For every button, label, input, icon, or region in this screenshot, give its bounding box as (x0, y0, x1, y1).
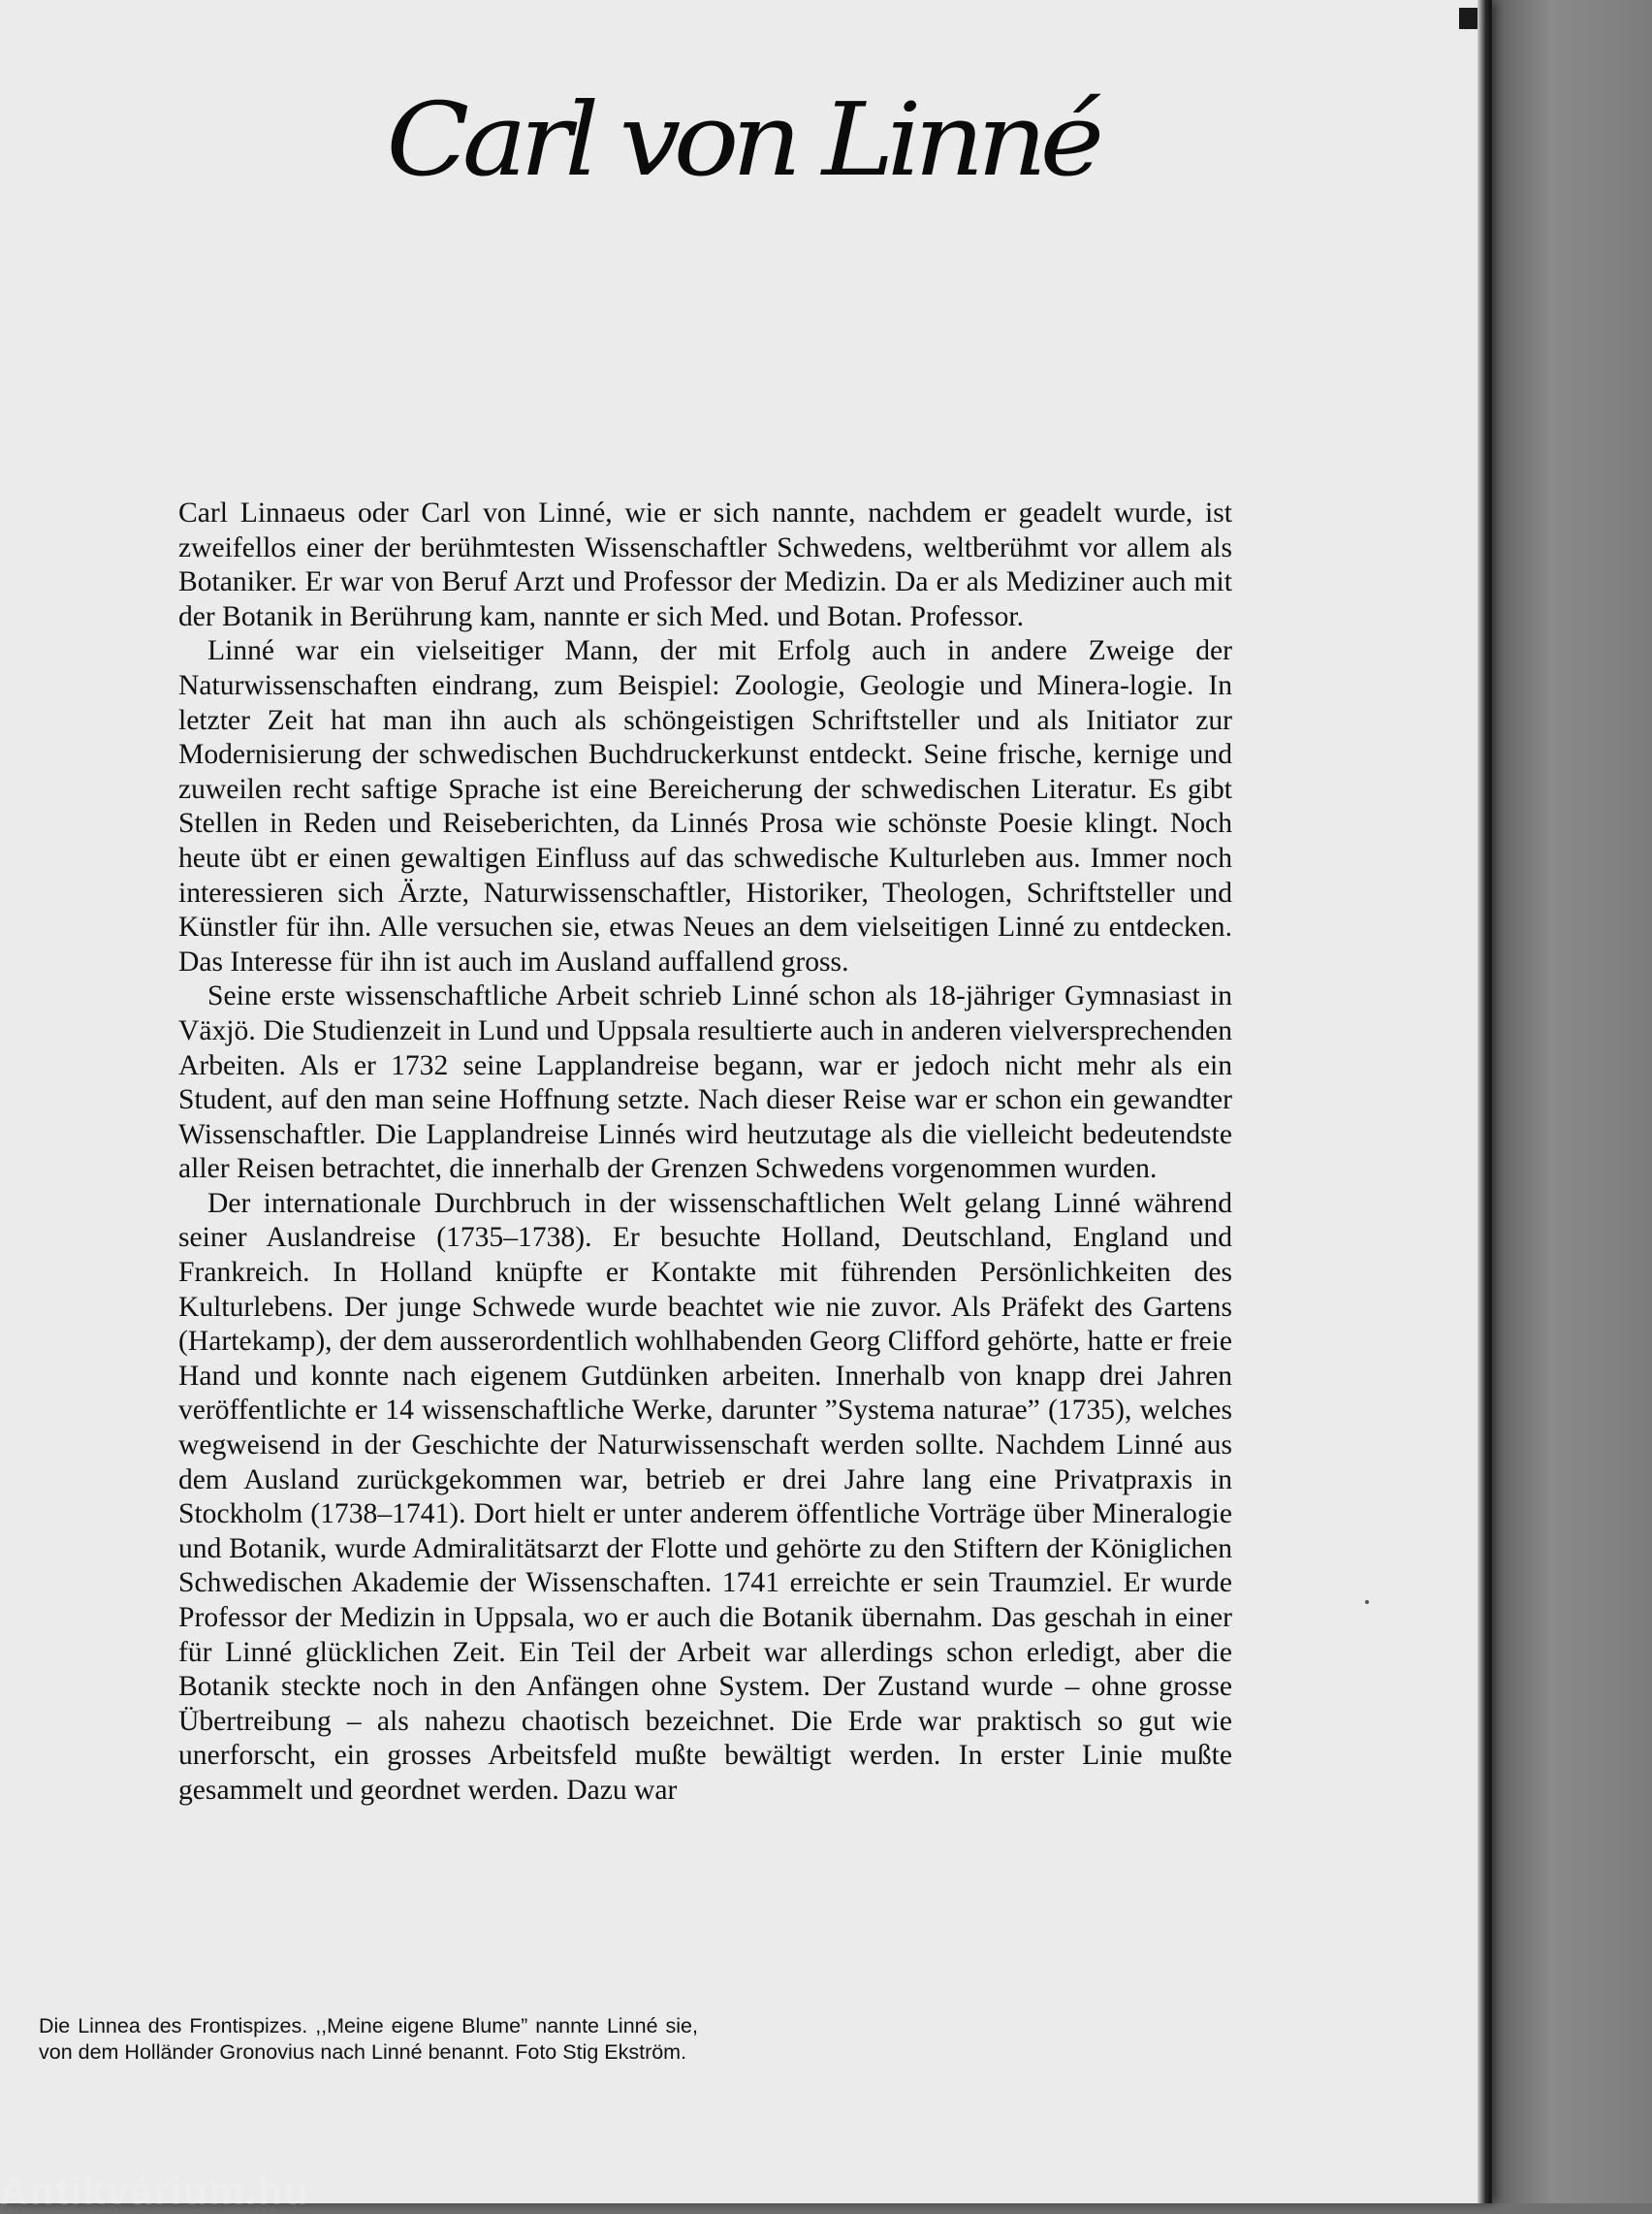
paragraph-4: Der internationale Durchbruch in der wissenschaftlichen Welt gelang Linné während seiner Auslandreise (1735–1738). Er besuchte Holland, Deutschland, England und Frankreich. In Holland knüpfte er Kontakte mit führenden Persönlichkeiten des Kulturlebens. Der junge Schwede wurde beachtet wie nie zuvor. Als Präfekt des Gartens (Hartekamp), der dem ausserordentlich wohlhabenden Georg Clifford gehörte, hatte er freie Hand und konnte nach eigenem Gutdünken arbeiten. Innerhalb von knapp drei Jahren veröffentlichte er 14 wissenschaftliche Werke, darunter ”Systema naturae” (1735), welches wegweisend in der Geschichte der Naturwissenschaft werden sollte. Nachdem Linné aus dem Ausland zurückgekommen war, betrieb er drei Jahre lang eine Privatpraxis in Stockholm (1738–1741). Dort hielt er unter anderem öffentliche Vorträge über Mineralogie und Botanik, wurde Admiralitätsarzt der Flotte und gehörte zu den Stiftern der Königlichen Schwedischen Akademie der Wissenschaften. 1741 erreichte er sein Traumziel. Er wurde Professor der Medizin in Uppsala, wo er auch die Botanik übernahm. Das geschah in einer für Linné glücklichen Zeit. Ein Teil der Arbeit war allerdings schon erledigt, aber die Botanik steckte noch in den Anfängen ohne System. Der Zustand wurde – ohne grosse Übertreibung – als nahezu chaotisch bezeichnet. Die Erde war praktisch so gut wie unerforscht, ein grosses Arbeitsfeld mußte bewältigt werden. In erster Linie mußte gesammelt und geordnet werden. Dazu war (178, 1187, 1232, 1806)
paragraph-1: Carl Linnaeus oder Carl von Linné, wie er sich nannte, nachdem er geadelt wurde, ist zweifellos einer der berühmtesten Wissenschaftler Schwedens, weltberühmt vor allem als Botaniker. Er war von Beruf Arzt und Professor der Medizin. Da er als Mediziner auch mit der Botanik in Berührung kam, nannte er sich Med. und Botan. Professor. (178, 497, 1232, 632)
paper-speck (1365, 1600, 1369, 1604)
page-title: Carl von Linné (386, 80, 1097, 199)
background-surface (1483, 0, 1652, 2203)
watermark-text: Antikvárium.hu (0, 2170, 310, 2213)
photo-caption: Die Linnea des Frontispizes. ,,Meine eigene Blume” nannte Linné sie, von dem Holländer Gronovius nach Linné benannt. Foto Stig Ekström. (39, 2014, 698, 2064)
body-text (178, 497, 1232, 1809)
paragraph-2: Linné war ein vielseitiger Mann, der mit Erfolg auch in andere Zweige der Naturwissenschaften eindrang, zum Beispiel: Zoologie, Geologie und Minera-logie. In letzter Zeit hat man ihn auch als schöngeistigen Schriftsteller und als Initiator zur Modernisierung der schwedischen Buchdruckerkunst entdeckt. Seine frische, kernige und zuweilen recht saftige Sprache ist eine Bereicherung der schwedischen Literatur. Es gibt Stellen in Reden und Reiseberichten, da Linnés Prosa wie schönste Poesie klingt. Noch heute übt er einen gewaltigen Einfluss auf das schwedische Kulturleben aus. Immer noch interessieren sich Ärzte, Naturwissenschaftler, Historiker, Theologen, Schriftsteller und Künstler für ihn. Alle versuchen sie, etwas Neues an dem vielseitigen Linné zu entdecken. Das Interesse für ihn ist auch im Ausland auffallend gross. (178, 635, 1232, 978)
paragraph-3: Seine erste wissenschaftliche Arbeit schrieb Linné schon als 18-jähriger Gymnasiast in Växjö. Die Studienzeit in Lund und Uppsala resultierte auch in anderen vielversprechenden Arbeiten. Als er 1732 seine Lapplandreise begann, war er jedoch nicht mehr als ein Student, auf den man seine Hoffnung setzte. Nach dieser Reise war er schon ein gewandter Wissenschaftler. Die Lapplandreise Linnés wird heutzutage als die vielleicht bedeutendste aller Reisen betrachtet, die innerhalb der Grenzen Schwedens vorgenommen wurden. (178, 980, 1232, 1185)
page-edge (1477, 0, 1491, 2203)
